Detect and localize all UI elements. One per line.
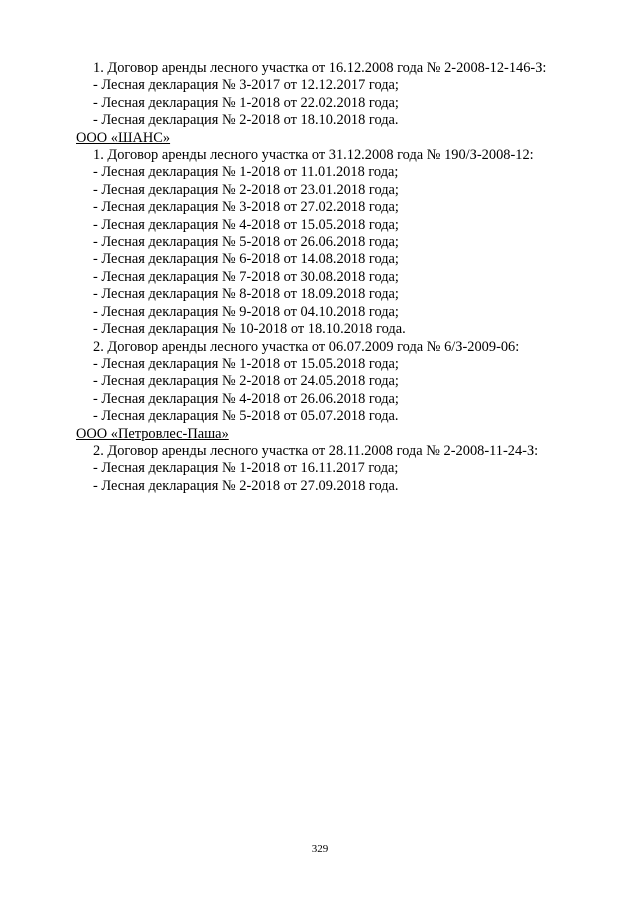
- contract-block: [76, 339, 596, 426]
- declaration-item: - Лесная декларация № 2-2018 от 27.09.2018 года.: [93, 477, 399, 494]
- page-number: 329: [311, 843, 329, 855]
- contract-title: 1. Договор аренды лесного участка от 16.12.2008 года № 2-2008-12-146-З:: [93, 60, 547, 76]
- contract-title: 2. Договор аренды лесного участка от 28.11.2008 года № 2-2008-11-24-З:: [93, 442, 539, 459]
- declaration-item: - Лесная декларация № 4-2018 от 15.05.2018 года;: [93, 216, 399, 233]
- declaration-item: - Лесная декларация № 3-2017 от 12.12.2017 года;: [93, 77, 399, 94]
- contract-block: [76, 60, 596, 130]
- contract-title: 1. Договор аренды лесного участка от 31.12.2008 года № 190/З-2008-12:: [93, 147, 534, 164]
- contract-block: [76, 443, 596, 495]
- declaration-item: - Лесная декларация № 7-2018 от 30.08.2018 года;: [93, 268, 399, 285]
- declaration-item: - Лесная декларация № 2-2018 от 23.01.2018 года;: [93, 181, 399, 198]
- declaration-item: - Лесная декларация № 6-2018 от 14.08.2018 года;: [93, 251, 399, 268]
- declaration-item: - Лесная декларация № 10-2018 от 18.10.2018 года.: [93, 321, 406, 338]
- document-body: [76, 60, 596, 495]
- declaration-item: - Лесная декларация № 1-2018 от 15.05.2018 года;: [93, 355, 399, 372]
- declaration-item: - Лесная декларация № 5-2018 от 26.06.2018 года;: [93, 234, 399, 251]
- declaration-item: - Лесная декларация № 5-2018 от 05.07.2018 года.: [93, 408, 399, 425]
- company-heading: ООО «Петровлес-Паша»: [76, 425, 229, 442]
- declaration-item: - Лесная декларация № 1-2018 от 16.11.2017 года;: [93, 460, 399, 477]
- declaration-item: - Лесная декларация № 1-2018 от 22.02.2018 года;: [93, 94, 399, 111]
- declaration-item: - Лесная декларация № 9-2018 от 04.10.2018 года;: [93, 303, 399, 320]
- contract-block: [76, 147, 596, 338]
- declaration-item: - Лесная декларация № 1-2018 от 11.01.2018 года;: [93, 164, 399, 181]
- declaration-item: - Лесная декларация № 2-2018 от 24.05.2018 года;: [93, 373, 399, 390]
- contract-title: 2. Договор аренды лесного участка от 06.07.2009 года № 6/З-2009-06:: [93, 338, 520, 355]
- declaration-item: - Лесная декларация № 4-2018 от 26.06.2018 года;: [93, 390, 399, 407]
- company-heading: ООО «ШАНС»: [76, 129, 171, 146]
- declaration-item: - Лесная декларация № 2-2018 от 18.10.2018 года.: [93, 112, 399, 129]
- declaration-item: - Лесная декларация № 3-2018 от 27.02.2018 года;: [93, 199, 399, 216]
- declaration-item: - Лесная декларация № 8-2018 от 18.09.2018 года;: [93, 286, 399, 303]
